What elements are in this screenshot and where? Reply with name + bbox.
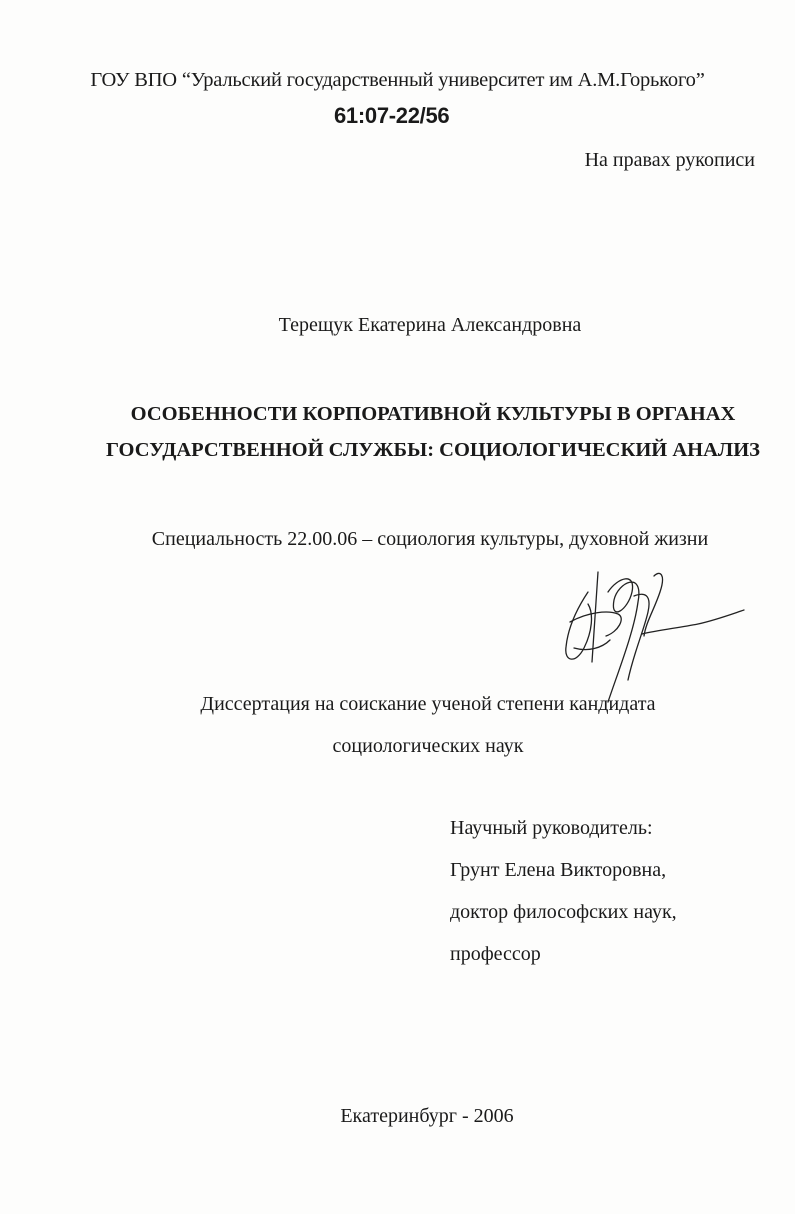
handwritten-signature-icon xyxy=(548,552,748,712)
supervisor-degree: доктор философских наук, xyxy=(450,901,677,923)
supervisor-label: Научный руководитель: xyxy=(450,817,653,839)
supervisor-name: Грунт Елена Викторовна, xyxy=(450,859,667,881)
dissertation-degree-line-1: Диссертация на соискание ученой степени кандидата xyxy=(200,693,656,715)
supervisor-rank: профессор xyxy=(450,943,541,965)
manuscript-rights-note: На правах рукописи xyxy=(584,149,755,171)
specialty-line: Специальность 22.00.06 – социология культуры, духовной жизни xyxy=(151,528,709,550)
catalog-code: 61:07-22/56 xyxy=(334,103,450,128)
author-name: Терещук Екатерина Александровна xyxy=(278,314,582,336)
dissertation-degree-line-2: социологических наук xyxy=(332,735,524,757)
institution-name: ГОУ ВПО “Уральский государственный университет им А.М.Горького” xyxy=(90,69,705,91)
supervisor-block xyxy=(450,816,677,984)
title-line-2: ГОСУДАРСТВЕННОЙ СЛУЖБЫ: СОЦИОЛОГИЧЕСКИЙ АНАЛИЗ xyxy=(106,439,760,461)
dissertation-title xyxy=(0,396,795,468)
city-year: Екатеринбург - 2006 xyxy=(340,1105,514,1127)
title-line-1: ОСОБЕННОСТИ КОРПОРАТИВНОЙ КУЛЬТУРЫ В ОРГАНАХ xyxy=(130,403,736,425)
